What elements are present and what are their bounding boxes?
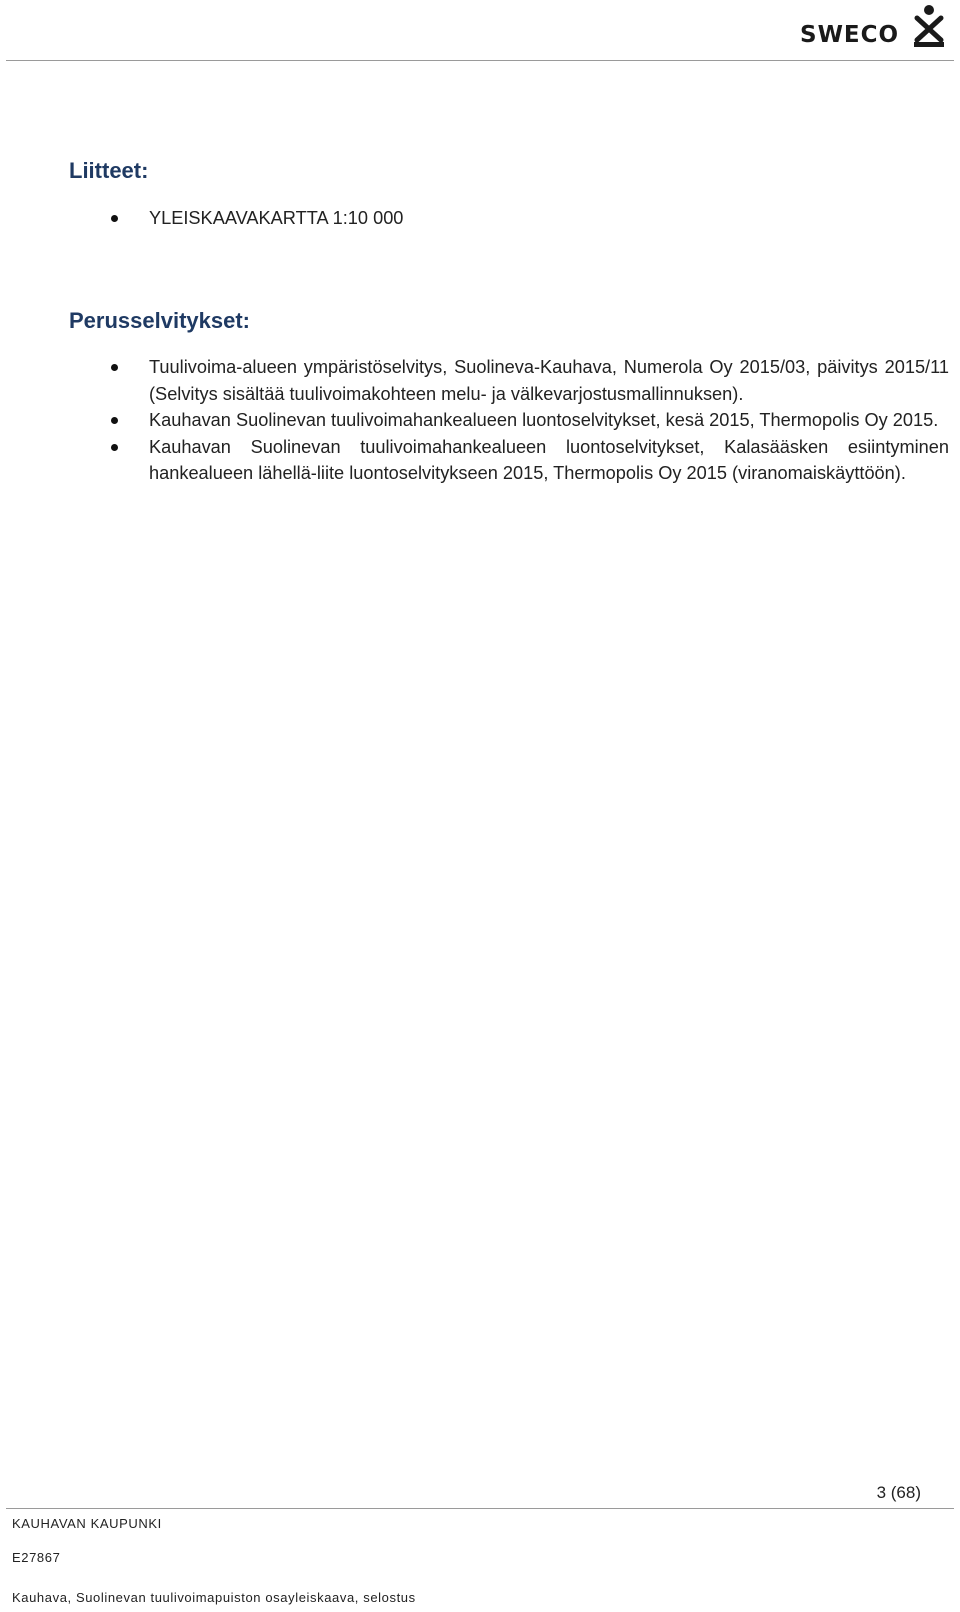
list-item-text: Kauhavan Suolinevan tuulivoimahankealueen luontoselvitykset, Kalasääsken esiintyminen hankealueen lähellä-liite luontoselvitykseen 2015, Thermopolis Oy 2015 (viranomaiskäyttöön). [149,436,949,483]
footer-organization: KAUHAVAN KAUPUNKI [12,1516,162,1531]
footer-document-title: Kauhava, Suolinevan tuulivoimapuiston osayleiskaava, selostus [12,1590,416,1605]
list-item [0,407,960,434]
list-item [0,434,960,487]
perusselvitykset-list [0,354,960,487]
page-number: 3 (68) [876,1483,921,1502]
list-item-text: Kauhavan Suolinevan tuulivoimahankealueen luontoselvitykset, kesä 2015, Thermopolis Oy 2015. [149,410,939,430]
list-item-text: YLEISKAAVAKARTTA 1:10 000 [149,208,404,228]
list-item [0,354,960,407]
header-divider [6,60,954,61]
bullet-icon [111,417,118,424]
sweco-logo [800,4,960,54]
list-item [0,205,960,232]
bullet-icon [111,364,118,371]
footer-divider [6,1508,954,1509]
footer-project-code: E27867 [12,1550,61,1565]
list-item-text: Tuulivoima-alueen ympäristöselvitys, Suolineva-Kauhava, Numerola Oy 2015/03, päivitys 2015/11 (Selvitys sisältää tuulivoimakohteen melu- ja välkevarjostusmallinnuksen). [149,357,949,404]
bullet-icon [111,215,118,222]
bullet-icon [111,444,118,451]
liitteet-heading: Liitteet: [69,158,149,183]
sweco-logo-icon [910,4,948,48]
perusselvitykset-heading: Perusselvitykset: [69,308,250,333]
logo-wordmark: SWECO [800,22,900,48]
liitteet-list [0,205,960,232]
